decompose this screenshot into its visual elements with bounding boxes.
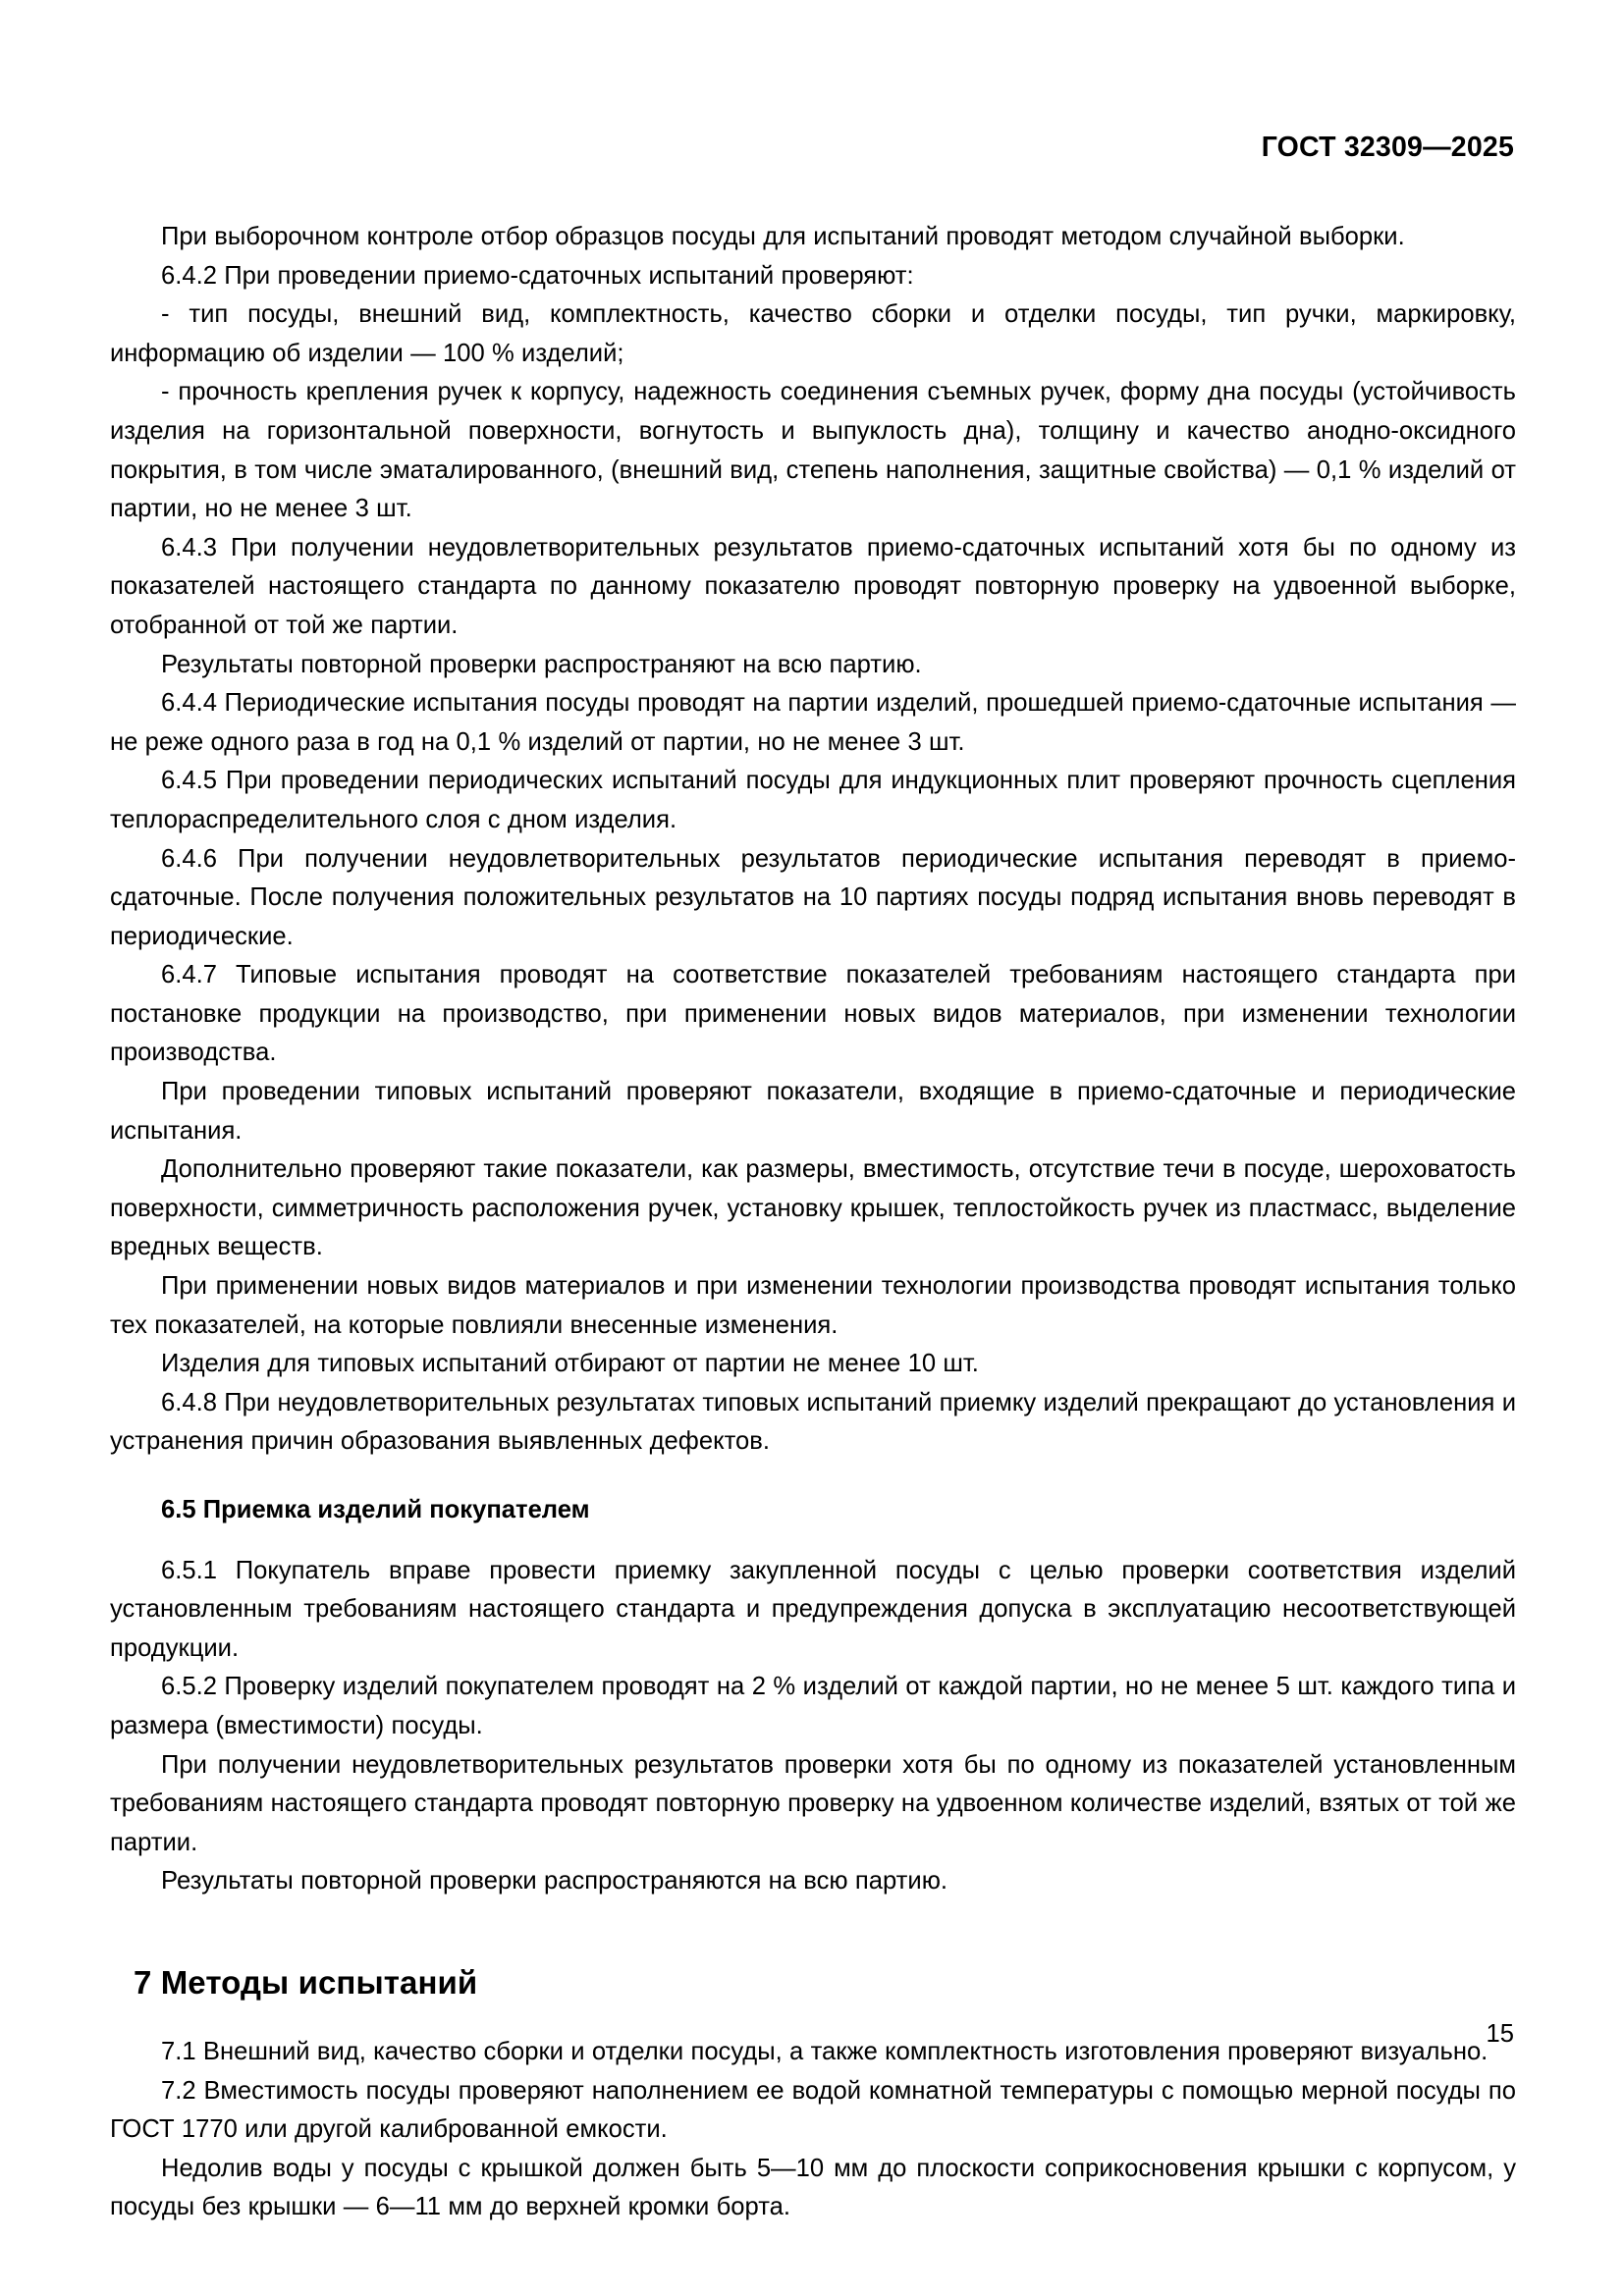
spacer-before-subhead-6-5 <box>110 1462 1516 1491</box>
paragraph-water-underfill: Недолив воды у посуды с крышкой должен быть 5—10 мм до плоскости соприкосновения крышки с корпусом, у посуды без крышки — 6—11 мм до верхней кромки борта. <box>110 2154 1516 2221</box>
page-number: 15 <box>1486 2020 1514 2048</box>
spacer-after-subhead-6-5 <box>110 1530 1516 1552</box>
heading-6-5: 6.5 Приемка изделий покупателем <box>161 1496 590 1523</box>
list-item-handle-strength: - прочность крепления ручек к корпусу, надежность соединения съемных ручек, форму дна посуды (устойчивость изделия на горизонтальной поверхности, вогнутость и выпуклость дна), толщину и качество анодно-оксидного покрытия, в том числе эматалированного, (внешний вид, степень наполнения, защитные свойства) — 0,1 % изделий от партии, но не менее 3 шт. <box>110 378 1516 523</box>
running-header <box>110 133 1514 173</box>
paragraph-type-tests-scope: При проведении типовых испытаний проверяют показатели, входящие в приемо-сдаточные и периодические испытания. <box>110 1078 1516 1145</box>
paragraph-sample-size-10: Изделия для типовых испытаний отбирают от партии не менее 10 шт. <box>161 1350 979 1378</box>
page-body-text <box>110 218 1516 2227</box>
paragraph-6-4-2: 6.4.2 При проведении приемо-сдаточных испытаний проверяют: <box>161 261 914 290</box>
paragraph-6-4-8: 6.4.8 При неудовлетворительных результатах типовых испытаний приемку изделий прекращают до установления и устранения причин образования выявленных дефектов. <box>110 1388 1516 1456</box>
paragraph-6-5-1: 6.5.1 Покупатель вправе провести приемку закупленной посуды с целью проверки соответствия изделий установленным требованиям настоящего стандарта и предупреждения допуска в эксплуатацию несоответствующей продукции. <box>110 1556 1516 1662</box>
paragraph-6-4-7: 6.4.7 Типовые испытания проводят на соответствие показателей требованиям настоящего стандарта при постановке продукции на производство, при применении новых видов материалов, при изменении технологии производства. <box>110 961 1516 1067</box>
heading-clause-7: 7 Методы испытаний <box>134 1963 478 2001</box>
paragraph-6-4-5: 6.4.5 При проведении периодических испытаний посуды для индукционных плит проверяют прочность сцепления теплораспределительного слоя с дном изделия. <box>110 767 1516 833</box>
spacer-before-clause-7 <box>110 1901 1516 1962</box>
paragraph-6-4-4: 6.4.4 Периодические испытания посуды проводят на партии изделий, прошедшей приемо-сдаточные испытания — не реже одного раза в год на 0,1 % изделий от партии, но не менее 3 шт. <box>110 689 1516 756</box>
paragraph-unsatisfactory-buyer: При получении неудовлетворительных результатов проверки хотя бы по одному из показателей установленным требованиям настоящего стандарта проводят повторную проверку на удвоенном количестве изделий, взятых от той же партии. <box>110 1750 1516 1856</box>
list-item-dish-type: - тип посуды, внешний вид, комплектность, качество сборки и отделки посуды, тип ручки, маркировку, информацию об изделии — 100 % изделий; <box>110 300 1516 367</box>
paragraph-additional-checks: Дополнительно проверяют такие показатели, как размеры, вместимость, отсутствие течи в посуде, шероховатость поверхности, симметричность расположения ручек, установку крышек, теплостойкость ручек из пластмасс, выделение вредных веществ. <box>110 1155 1516 1261</box>
paragraph-retest-results-2: Результаты повторной проверки распространяются на всю партию. <box>161 1867 948 1896</box>
paragraph-7-1: 7.1 Внешний вид, качество сборки и отделки посуды, а также комплектность изготовления проверяют визуально. <box>161 2037 1489 2065</box>
paragraph-retest-results-1: Результаты повторной проверки распространяют на всю партию. <box>161 650 922 678</box>
paragraph-sampling-intro: При выборочном контроле отбор образцов посуды для испытаний проводят методом случайной выборки. <box>161 223 1405 250</box>
standard-designation: ГОСТ 32309—2025 <box>1261 132 1514 163</box>
paragraph-new-materials: При применении новых видов материалов и при изменении технологии производства проводят испытания только тех показателей, на которые повлияли внесенные изменения. <box>110 1272 1516 1339</box>
page-footer <box>110 2022 1514 2061</box>
paragraph-6-5-2: 6.5.2 Проверку изделий покупателем проводят на 2 % изделий от каждой партии, но не менее 5 шт. каждого типа и размера (вместимости) посуды. <box>110 1673 1516 1739</box>
paragraph-6-4-3: 6.4.3 При получении неудовлетворительных результатов приемо-сдаточных испытаний хотя бы по одному из показателей настоящего стандарта по данному показателю проводят повторную проверку на удвоенной выборке, отобранной от той же партии. <box>110 533 1516 639</box>
paragraph-7-2: 7.2 Вместимость посуды проверяют наполнением ее водой комнатной температуры с помощью мерной посуды по ГОСТ 1770 или другой калиброванной емкости. <box>110 2076 1516 2144</box>
paragraph-6-4-6: 6.4.6 При получении неудовлетворительных результатов периодические испытания переводят в приемо-сдаточные. После получения положительных результатов на 10 партиях посуды подряд испытания вновь переводят в периодические. <box>110 844 1516 950</box>
